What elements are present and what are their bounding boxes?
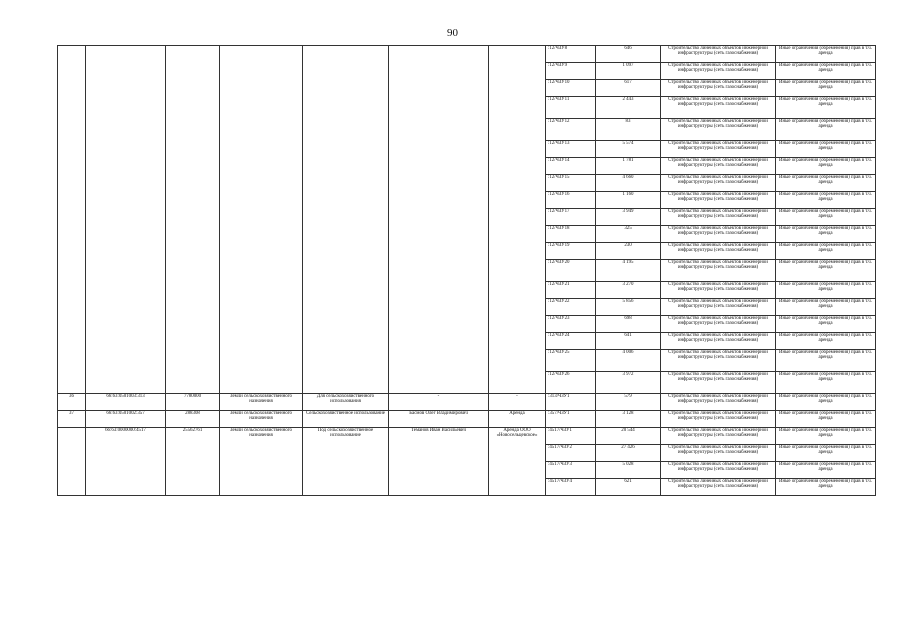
- purpose-cell: Строительство линейных объектов инженерной инфраструктуры (сеть газоснабжения): [661, 428, 776, 445]
- part-number-cell: :12/ЧЗУ18: [546, 226, 596, 243]
- restriction-cell: Иные ограничения (обременения) прав в т.ч. аренда: [776, 333, 876, 350]
- right-type-cell: [489, 46, 546, 394]
- restriction-cell: Иные ограничения (обременения) прав в т.ч. аренда: [776, 260, 876, 282]
- restriction-cell: Иные ограничения (обременения) прав в т.ч. аренда: [776, 316, 876, 333]
- restriction-cell: Иные ограничения (обременения) прав в т.ч. аренда: [776, 299, 876, 316]
- restriction-cell: Иные ограничения (обременения) прав в т.ч. аренда: [776, 411, 876, 428]
- land-category-cell: Земли сельскохозяйственного назначения: [220, 394, 303, 411]
- purpose-cell: Строительство линейных объектов инженерной инфраструктуры (сеть газоснабжения): [661, 479, 776, 496]
- plot-area-cell: [166, 46, 220, 394]
- restriction-cell: Иные ограничения (обременения) прав в т.ч. аренда: [776, 80, 876, 97]
- part-number-cell: :12/ЧЗУ20: [546, 260, 596, 282]
- restriction-cell: Иные ограничения (обременения) прав в т.ч. аренда: [776, 428, 876, 445]
- purpose-cell: Строительство линейных объектов инженерной инфраструктуры (сеть газоснабжения): [661, 158, 776, 175]
- part-area-cell: 325: [596, 226, 661, 243]
- part-area-cell: 1 160: [596, 192, 661, 209]
- part-area-cell: 3 128: [596, 411, 661, 428]
- purpose-cell: Строительство линейных объектов инженерной инфраструктуры (сеть газоснабжения): [661, 372, 776, 394]
- part-area-cell: 4 006: [596, 350, 661, 372]
- row-number-cell: 36: [58, 394, 86, 411]
- table-row: [58, 46, 876, 63]
- part-area-cell: 2 443: [596, 97, 661, 119]
- cadastral-number-cell: [86, 46, 166, 394]
- part-area-cell: 4 660: [596, 175, 661, 192]
- part-area-cell: 698: [596, 316, 661, 333]
- restriction-cell: Иные ограничения (обременения) прав в т.ч. аренда: [776, 479, 876, 496]
- part-area-cell: 3 949: [596, 209, 661, 226]
- part-area-cell: 617: [596, 80, 661, 97]
- part-number-cell: :12/ЧЗУ15: [546, 175, 596, 192]
- restriction-cell: Иные ограничения (обременения) прав в т.ч. аренда: [776, 175, 876, 192]
- part-number-cell: :12/ЧЗУ21: [546, 282, 596, 299]
- restriction-cell: Иные ограничения (обременения) прав в т.ч. аренда: [776, 226, 876, 243]
- restriction-cell: Иные ограничения (обременения) прав в т.ч. аренда: [776, 243, 876, 260]
- purpose-cell: Строительство линейных объектов инженерной инфраструктуры (сеть газоснабжения): [661, 119, 776, 141]
- part-number-cell: :313/ЧЗУ1: [546, 394, 596, 411]
- purpose-cell: Строительство линейных объектов инженерной инфраструктуры (сеть газоснабжения): [661, 97, 776, 119]
- purpose-cell: Строительство линейных объектов инженерной инфраструктуры (сеть газоснабжения): [661, 192, 776, 209]
- part-area-cell: 83: [596, 119, 661, 141]
- purpose-cell: Строительство линейных объектов инженерной инфраструктуры (сеть газоснабжения): [661, 175, 776, 192]
- cadastral-number-cell: 66:63:0501003:313: [86, 394, 166, 411]
- part-number-cell: :12/ЧЗУ25: [546, 350, 596, 372]
- part-number-cell: :12/ЧЗУ22: [546, 299, 596, 316]
- purpose-cell: Строительство линейных объектов инженерной инфраструктуры (сеть газоснабжения): [661, 333, 776, 350]
- purpose-cell: Строительство линейных объектов инженерной инфраструктуры (сеть газоснабжения): [661, 462, 776, 479]
- part-area-cell: 579: [596, 394, 661, 411]
- right-type-cell: Аренда ООО «Новосельцевское»: [489, 428, 546, 496]
- purpose-cell: Строительство линейных объектов инженерной инфраструктуры (сеть газоснабжения): [661, 243, 776, 260]
- owner-cell: -: [389, 394, 489, 411]
- restriction-cell: Иные ограничения (обременения) прав в т.ч. аренда: [776, 350, 876, 372]
- purpose-cell: Строительство линейных объектов инженерной инфраструктуры (сеть газоснабжения): [661, 350, 776, 372]
- land-category-cell: Земли сельскохозяйственного назначения: [220, 428, 303, 496]
- part-area-cell: 27 426: [596, 445, 661, 462]
- part-number-cell: :12/ЧЗУ12: [546, 119, 596, 141]
- part-number-cell: :12/ЧЗУ8: [546, 46, 596, 63]
- part-number-cell: :12/ЧЗУ23: [546, 316, 596, 333]
- restriction-cell: Иные ограничения (обременения) прав в т.ч. аренда: [776, 141, 876, 158]
- right-type-cell: Аренда: [489, 411, 546, 428]
- part-area-cell: 1 097: [596, 63, 661, 80]
- cadastral-number-cell: 66:63:0000000:4517: [86, 428, 166, 496]
- part-number-cell: :4517/ЧЗУ2: [546, 445, 596, 462]
- purpose-cell: Строительство линейных объектов инженерной инфраструктуры (сеть газоснабжения): [661, 394, 776, 411]
- restriction-cell: Иные ограничения (обременения) прав в т.ч. аренда: [776, 462, 876, 479]
- land-category-cell: [220, 46, 303, 394]
- part-area-cell: 1 781: [596, 158, 661, 175]
- plot-area-cell: 7780000: [166, 394, 220, 411]
- permitted-use-cell: [303, 46, 389, 394]
- part-number-cell: :12/ЧЗУ24: [546, 333, 596, 350]
- part-area-cell: 5 028: [596, 462, 661, 479]
- part-area-cell: 4 195: [596, 260, 661, 282]
- page-number: 90: [447, 27, 458, 39]
- owner-cell: Басмов Олег Владимирович: [389, 411, 489, 428]
- owner-cell: Теманов Иван Васильевич: [389, 428, 489, 496]
- part-number-cell: :12/ЧЗУ11: [546, 97, 596, 119]
- cadastral-number-cell: 66:63:0501002:357: [86, 411, 166, 428]
- permitted-use-cell: Для сельскохозяйственного использования: [303, 394, 389, 411]
- restriction-cell: Иные ограничения (обременения) прав в т.ч. аренда: [776, 209, 876, 226]
- land-register-table: [57, 45, 876, 496]
- part-area-cell: 230: [596, 243, 661, 260]
- part-number-cell: :12/ЧЗУ10: [546, 80, 596, 97]
- part-number-cell: :12/ЧЗУ14: [546, 158, 596, 175]
- purpose-cell: Строительство линейных объектов инженерной инфраструктуры (сеть газоснабжения): [661, 299, 776, 316]
- part-number-cell: :12/ЧЗУ19: [546, 243, 596, 260]
- part-area-cell: 20 544: [596, 428, 661, 445]
- purpose-cell: Строительство линейных объектов инженерной инфраструктуры (сеть газоснабжения): [661, 411, 776, 428]
- restriction-cell: Иные ограничения (обременения) прав в т.ч. аренда: [776, 46, 876, 63]
- part-number-cell: :12/ЧЗУ13: [546, 141, 596, 158]
- permitted-use-cell: Сельскохозяйственное использование: [303, 411, 389, 428]
- purpose-cell: Строительство линейных объектов инженерной инфраструктуры (сеть газоснабжения): [661, 316, 776, 333]
- restriction-cell: Иные ограничения (обременения) прав в т.ч. аренда: [776, 192, 876, 209]
- restriction-cell: Иные ограничения (обременения) прав в т.ч. аренда: [776, 63, 876, 80]
- part-number-cell: :357/ЧЗУ1: [546, 411, 596, 428]
- part-number-cell: :12/ЧЗУ17: [546, 209, 596, 226]
- purpose-cell: Строительство линейных объектов инженерной инфраструктуры (сеть газоснабжения): [661, 445, 776, 462]
- part-number-cell: :12/ЧЗУ26: [546, 372, 596, 394]
- plot-area-cell: 288308: [166, 411, 220, 428]
- part-area-cell: 646: [596, 46, 661, 63]
- part-number-cell: :12/ЧЗУ9: [546, 63, 596, 80]
- register-table-body: [58, 46, 876, 496]
- plot-area-cell: 25562761: [166, 428, 220, 496]
- part-area-cell: 5 574: [596, 141, 661, 158]
- purpose-cell: Строительство линейных объектов инженерной инфраструктуры (сеть газоснабжения): [661, 141, 776, 158]
- purpose-cell: Строительство линейных объектов инженерной инфраструктуры (сеть газоснабжения): [661, 46, 776, 63]
- part-area-cell: 641: [596, 333, 661, 350]
- purpose-cell: Строительство линейных объектов инженерной инфраструктуры (сеть газоснабжения): [661, 209, 776, 226]
- owner-cell: [389, 46, 489, 394]
- part-number-cell: :12/ЧЗУ16: [546, 192, 596, 209]
- permitted-use-cell: Под сельскохозяйственное использование: [303, 428, 389, 496]
- purpose-cell: Строительство линейных объектов инженерной инфраструктуры (сеть газоснабжения): [661, 80, 776, 97]
- part-area-cell: 5 856: [596, 299, 661, 316]
- part-area-cell: 3 972: [596, 372, 661, 394]
- purpose-cell: Строительство линейных объектов инженерной инфраструктуры (сеть газоснабжения): [661, 260, 776, 282]
- restriction-cell: Иные ограничения (обременения) прав в т.ч. аренда: [776, 372, 876, 394]
- row-number-cell: [58, 428, 86, 496]
- restriction-cell: Иные ограничения (обременения) прав в т.ч. аренда: [776, 158, 876, 175]
- restriction-cell: Иные ограничения (обременения) прав в т.ч. аренда: [776, 119, 876, 141]
- part-number-cell: :4517/ЧЗУ3: [546, 462, 596, 479]
- part-number-cell: :4517/ЧЗУ1: [546, 428, 596, 445]
- table-row: [58, 411, 876, 428]
- purpose-cell: Строительство линейных объектов инженерной инфраструктуры (сеть газоснабжения): [661, 282, 776, 299]
- part-area-cell: 621: [596, 479, 661, 496]
- purpose-cell: Строительство линейных объектов инженерной инфраструктуры (сеть газоснабжения): [661, 226, 776, 243]
- part-area-cell: 3 270: [596, 282, 661, 299]
- row-number-cell: [58, 46, 86, 394]
- right-type-cell: -: [489, 394, 546, 411]
- purpose-cell: Строительство линейных объектов инженерной инфраструктуры (сеть газоснабжения): [661, 63, 776, 80]
- table-row: [58, 394, 876, 411]
- row-number-cell: 37: [58, 411, 86, 428]
- restriction-cell: Иные ограничения (обременения) прав в т.ч. аренда: [776, 445, 876, 462]
- restriction-cell: Иные ограничения (обременения) прав в т.ч. аренда: [776, 97, 876, 119]
- restriction-cell: Иные ограничения (обременения) прав в т.ч. аренда: [776, 394, 876, 411]
- restriction-cell: Иные ограничения (обременения) прав в т.ч. аренда: [776, 282, 876, 299]
- table-row: [58, 428, 876, 445]
- part-number-cell: :4517/ЧЗУ4: [546, 479, 596, 496]
- land-category-cell: Земли сельскохозяйственного назначения: [220, 411, 303, 428]
